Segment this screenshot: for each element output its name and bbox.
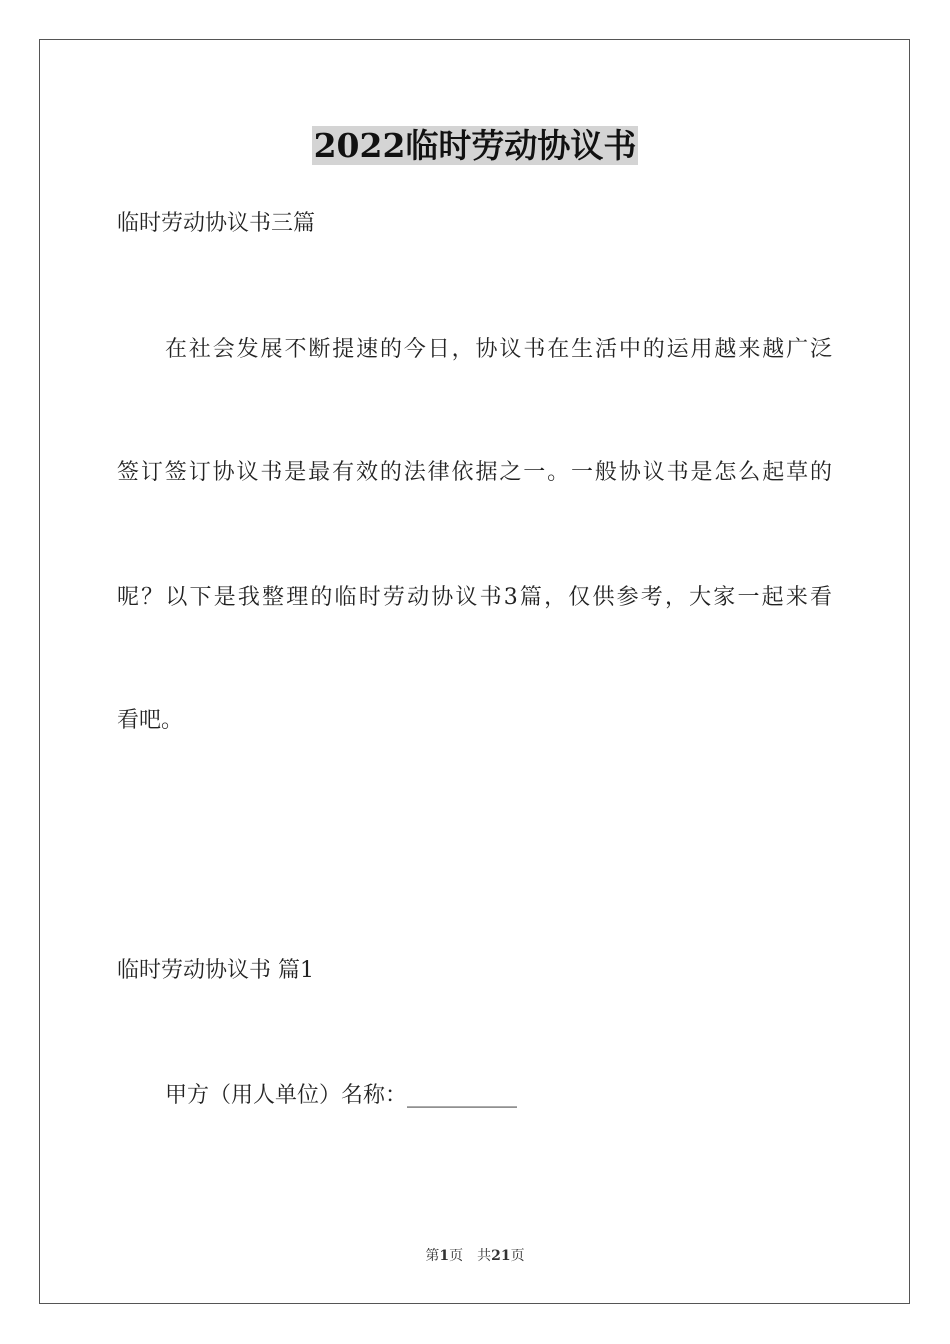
page-total: 21 bbox=[491, 1248, 511, 1264]
document-title-text: 2022临时劳动协议书 bbox=[313, 126, 637, 165]
document-subtitle: 临时劳动协议书三篇 bbox=[117, 211, 316, 236]
party-a-name-field: 甲方（用人单位）名称：__________ bbox=[165, 1083, 518, 1108]
page-footer bbox=[0, 1246, 950, 1266]
intro-line-1: 在社会发展不断提速的今日，协议书在生活中的运用越来越广泛 bbox=[165, 337, 832, 362]
document-title bbox=[0, 124, 950, 168]
section-heading: 临时劳动协议书 篇1 bbox=[117, 958, 314, 983]
page-mid: 页 共 bbox=[449, 1248, 492, 1264]
page-prefix: 第 bbox=[425, 1248, 440, 1264]
page-suffix: 页 bbox=[510, 1248, 525, 1264]
intro-line-2: 签订签订协议书是最有效的法律依据之一。一般协议书是怎么起草的 bbox=[117, 460, 832, 485]
page-current: 1 bbox=[439, 1248, 450, 1264]
intro-line-4: 看吧。 bbox=[117, 708, 184, 733]
intro-line-3: 呢？以下是我整理的临时劳动协议书3篇，仅供参考，大家一起来看 bbox=[117, 585, 832, 610]
